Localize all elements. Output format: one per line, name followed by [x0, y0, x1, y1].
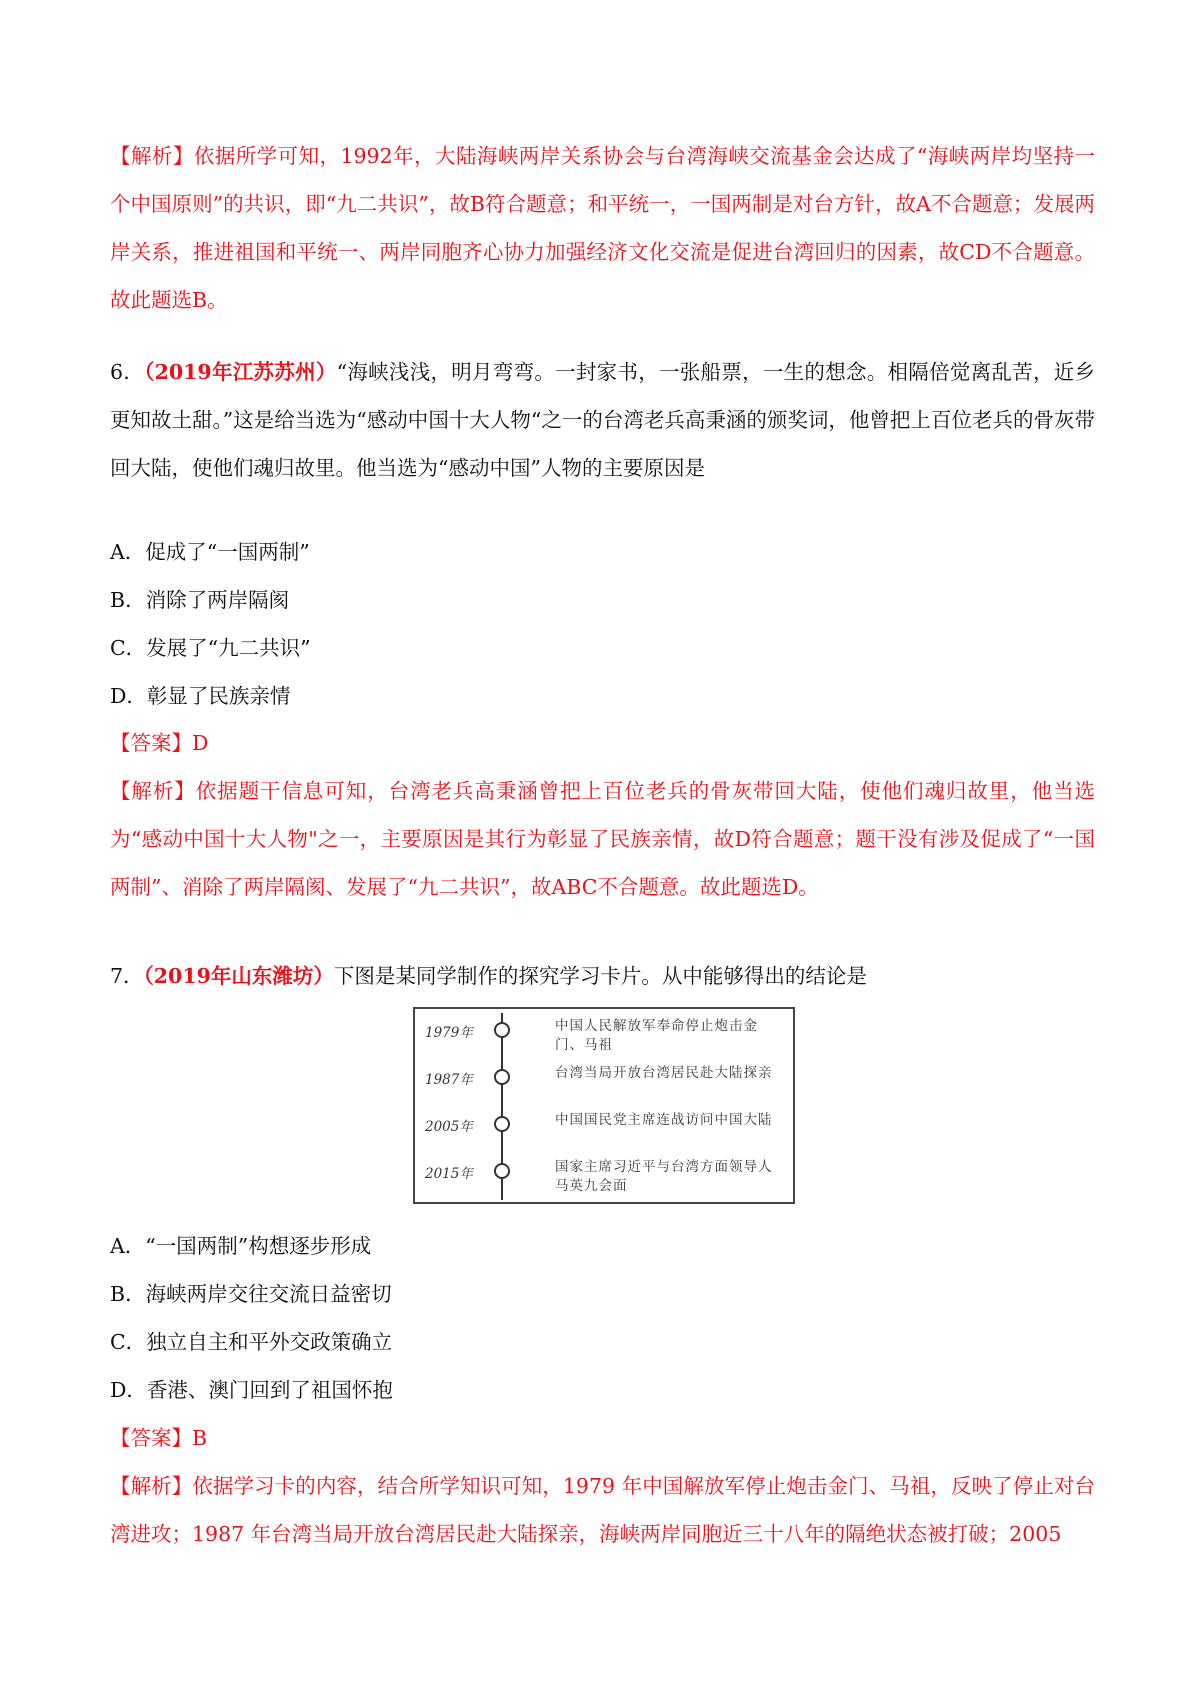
q6-answer-value: D: [192, 731, 209, 755]
q7-number: 7．: [110, 964, 144, 988]
q6-option-c: C．发展了“九二共识”: [110, 636, 311, 660]
q7-option-a: A．“一国两制”构想逐步形成: [110, 1234, 372, 1258]
timeline-year: 2005年: [425, 1119, 473, 1135]
q5-analysis-label: 【解析】: [110, 144, 194, 168]
study-card-figure: [413, 1007, 795, 1204]
q7-analysis-label: 【解析】: [110, 1474, 193, 1498]
q7-source: （2019年山东潍坊）: [143, 964, 334, 988]
q6-stem: [110, 348, 1095, 492]
timeline-row-1979: [415, 1017, 793, 1063]
timeline-year: 2015年: [425, 1166, 473, 1182]
q7-option-c: C．独立自主和平外交政策确立: [110, 1330, 393, 1354]
timeline-event: 国家主席习近平与台湾方面领导人马英九会面: [555, 1159, 773, 1194]
q5-analysis-text: 依据所学可知，1992年，大陆海峡两岸关系协会与台湾海峡交流基金会达成了“海峡两岸均坚持一个中国原则”的共识，即“九二共识”，故B符合题意；和平统一，一国两制是对台方针，故A不合题意；发展两岸关系，推进祖国和平统一、两岸同胞齐心协力加强经济文化交流是促进台湾回归的因素，故CD不合题意。故此题选B。: [110, 144, 1095, 312]
q6-answer: [110, 719, 208, 767]
q6-stem-text: “海峡浅浅，明月弯弯。一封家书，一张船票，一生的想念。相隔倍觉离乱苦，近乡更知故土甜。”这是给当选为“感动中国十大人物“之一的台湾老兵高秉涵的颁奖词，他曾把上百位老兵的骨灰带回大陆，使他们魂归故里。他当选为“感动中国”人物的主要原因是: [110, 360, 1095, 480]
q5-analysis: [110, 132, 1095, 324]
timeline-year: 1979年: [425, 1025, 473, 1041]
q6-answer-label: 【答案】: [110, 731, 192, 755]
timeline-event: 台湾当局开放台湾居民赴大陆探亲: [555, 1065, 773, 1081]
timeline-event: 中国国民党主席连战访问中国大陆: [555, 1112, 773, 1128]
q7-analysis: [110, 1462, 1095, 1558]
q6-analysis-label: 【解析】: [110, 779, 196, 803]
timeline-event: 中国人民解放军奉命停止炮击金门、马祖: [555, 1018, 758, 1053]
q6-option-a: A．促成了“一国两制”: [110, 540, 310, 564]
q7-answer-label: 【答案】: [110, 1426, 192, 1450]
q7-option-d: D．香港、澳门回到了祖国怀抱: [110, 1378, 393, 1402]
q7-answer: [110, 1414, 207, 1462]
timeline-row-2015: [415, 1158, 793, 1204]
q6-analysis: [110, 767, 1095, 911]
timeline-row-1987: [415, 1064, 793, 1110]
q7-answer-value: B: [192, 1426, 208, 1450]
q7-stem-text: 下图是某同学制作的探究学习卡片。从中能够得出的结论是: [333, 964, 867, 988]
timeline-row-2005: [415, 1111, 793, 1157]
timeline-year: 1987年: [425, 1072, 473, 1088]
q7-stem: [110, 952, 1095, 1000]
timeline-dot-icon: [494, 1116, 510, 1132]
q6-number: 6．: [110, 360, 145, 384]
timeline-dot-icon: [494, 1022, 510, 1038]
q6-analysis-text: 依据题干信息可知，台湾老兵高秉涵曾把上百位老兵的骨灰带回大陆，使他们魂归故里，他当选为“感动中国十大人物"之一，主要原因是其行为彰显了民族亲情，故D符合题意；题干没有涉及促成了“一国两制”、消除了两岸隔阂、发展了“九二共识”，故ABC不合题意。故此题选D。: [110, 779, 1095, 899]
timeline-dot-icon: [494, 1069, 510, 1085]
q7-analysis-text: 依据学习卡的内容，结合所学知识可知，1979 年中国解放军停止炮击金门、马祖，反映了停止对台湾进攻；1987 年台湾当局开放台湾居民赴大陆探亲，海峡两岸同胞近三十八年的隔绝状态被打破；2005: [110, 1474, 1096, 1546]
q6-source: （2019年江苏苏州）: [144, 360, 337, 384]
q7-option-b: B．海峡两岸交往交流日益密切: [110, 1282, 392, 1306]
timeline-dot-icon: [494, 1163, 510, 1179]
q6-option-d: D．彰显了民族亲情: [110, 684, 291, 708]
q6-option-b: B．消除了两岸隔阂: [110, 588, 290, 612]
